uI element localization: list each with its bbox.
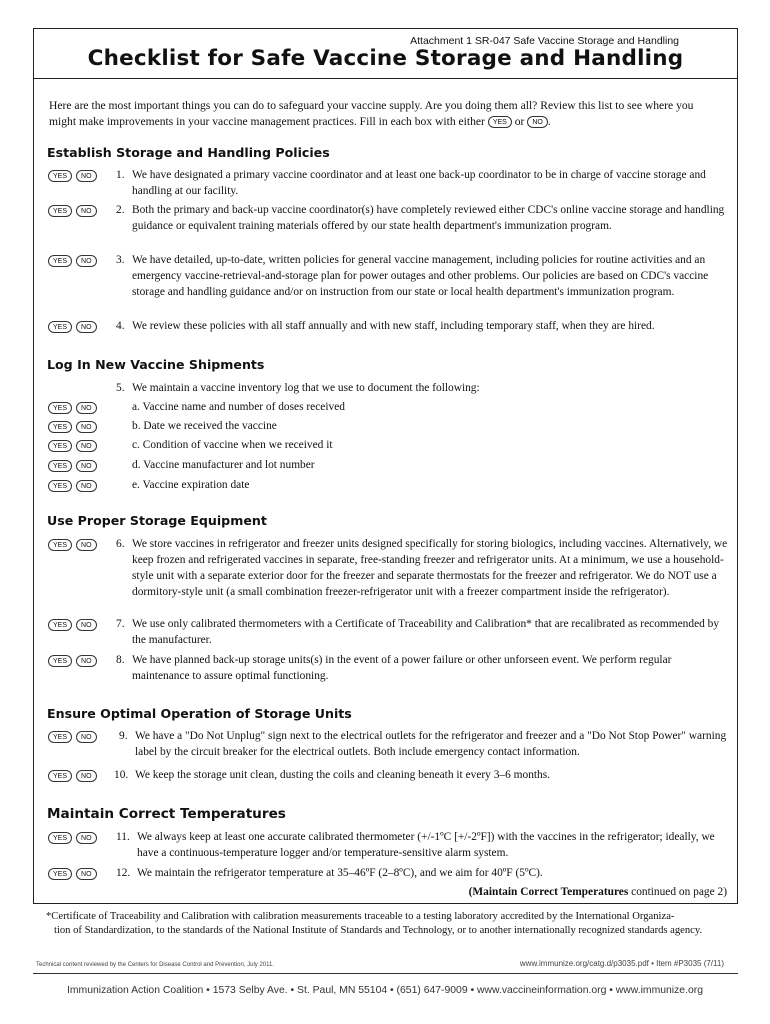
checklist-subitem-5b: [48, 418, 738, 434]
item-text: We have detailed, up-to-date, written policies for general vaccine management, including policies for routine activities and an emergency vaccine-retrieval-and-storage plan for power outages and other problems. Our policies are based on CDC's vaccine storage and handling guidance and/or on instruction from our state or local health department's immunization program.: [132, 254, 709, 298]
no-checkbox[interactable]: NO: [76, 402, 97, 414]
item-text: e. Vaccine expiration date: [132, 479, 250, 491]
no-checkbox[interactable]: NO: [76, 321, 97, 333]
item-text: a. Vaccine name and number of doses received: [132, 401, 345, 413]
footnote-line-2: tion of Standardization, to the standards of the National Institute of Standards and Technology, or to another internationally recognized standards agency.: [54, 925, 703, 936]
answer-boxes: [48, 653, 101, 669]
checklist-subitem-5e: [48, 477, 738, 493]
no-checkbox[interactable]: NO: [76, 731, 97, 743]
item-text: We maintain a vaccine inventory log that we use to document the following:: [132, 382, 480, 394]
yes-checkbox[interactable]: YES: [48, 460, 72, 472]
section-heading-shipments: Log In New Vaccine Shipments: [47, 357, 265, 372]
item-number: 11.: [116, 831, 130, 843]
checklist-item-8: [48, 652, 738, 684]
checklist-item-10: [48, 767, 738, 783]
footnote-line-1: *Certificate of Traceability and Calibration with calibration measurements traceable to a testing laboratory accredited by the International Organiza-: [46, 911, 675, 922]
yes-checkbox[interactable]: YES: [48, 655, 72, 667]
attachment-label: Attachment 1 SR-047 Safe Vaccine Storage and Handling: [410, 35, 679, 47]
checklist-item-9: [48, 728, 738, 760]
item-number: 5.: [116, 382, 125, 394]
no-checkbox[interactable]: NO: [76, 255, 97, 267]
no-checkbox[interactable]: NO: [76, 619, 97, 631]
item-text: d. Vaccine manufacturer and lot number: [132, 459, 315, 471]
item-text: Both the primary and back-up vaccine coordinator(s) have completely reviewed either CDC's online vaccine storage and handling guidance or equivalent training materials offered by our state health department's immunization program.: [132, 204, 725, 232]
checklist-item-3: [48, 252, 738, 316]
yes-checkbox[interactable]: YES: [48, 539, 72, 551]
checklist-item-11: [48, 829, 738, 861]
no-checkbox[interactable]: NO: [76, 770, 97, 782]
yes-checkbox[interactable]: YES: [48, 321, 72, 333]
no-checkbox[interactable]: NO: [76, 440, 97, 452]
no-checkbox[interactable]: NO: [76, 655, 97, 667]
checklist-frame: [33, 28, 738, 904]
yes-checkbox[interactable]: YES: [48, 205, 72, 217]
checklist-item-6: [48, 536, 738, 616]
answer-boxes: [48, 830, 101, 846]
answer-boxes: [48, 866, 101, 882]
yes-checkbox[interactable]: YES: [48, 255, 72, 267]
answer-boxes: [48, 168, 101, 184]
item-text: b. Date we received the vaccine: [132, 420, 277, 432]
section-heading-operation: Ensure Optimal Operation of Storage Units: [47, 706, 352, 721]
checklist-item-1: [48, 167, 738, 199]
yes-checkbox[interactable]: YES: [48, 832, 72, 844]
checklist-item-5: [48, 380, 738, 396]
yes-checkbox[interactable]: YES: [48, 440, 72, 452]
item-text: c. Condition of vaccine when we received it: [132, 439, 333, 451]
intro-text: Here are the most important things you can do to safeguard your vaccine supply. Are you doing them all? Review this list to see where you might make improvements in your vaccine management practices. Fill in each box with either: [49, 99, 694, 128]
checklist-subitem-5d: [48, 457, 738, 473]
item-text: We have designated a primary vaccine coordinator and at least one back-up coordinator to be in charge of vaccine storage and handling at our facility.: [132, 169, 706, 197]
item-text: We store vaccines in refrigerator and freezer units designed specifically for storing biologics, including vaccines. Alternatively, we keep frozen and refrigerated vaccines in separate, free-standing freezer and refrigerator units. At a minimum, we use a household-style unit with a separate exterior door for the freezer and separate thermostats for the freezer and refrigerator. We do NOT use a dormitory-style unit (a small combination freezer-refrigerator unit with a freezer compartment inside the refrigerator).: [132, 538, 728, 598]
item-text: We keep the storage unit clean, dusting the coils and cleaning beneath it every 3–6 months.: [135, 769, 551, 781]
yes-checkbox[interactable]: YES: [48, 619, 72, 631]
answer-boxes: [48, 478, 101, 494]
section-heading-policies: Establish Storage and Handling Policies: [47, 145, 330, 160]
technical-review-note: Technical content reviewed by the Centers for Disease Control and Prevention, July 2011.: [36, 962, 275, 968]
intro-paragraph: [49, 98, 719, 130]
intro-no-pill: NO: [527, 116, 548, 128]
answer-boxes: [48, 203, 101, 219]
yes-checkbox[interactable]: YES: [48, 868, 72, 880]
item-number: 7.: [116, 618, 125, 630]
footer-divider: [33, 973, 738, 974]
yes-checkbox[interactable]: YES: [48, 770, 72, 782]
answer-boxes: [48, 537, 101, 553]
item-text: We use only calibrated thermometers with a Certificate of Traceability and Calibration* that are recalibrated as recommended by the manufacturer.: [132, 618, 720, 646]
item-text: We have a "Do Not Unplug" sign next to the electrical outlets for the refrigerator and freezer and a "Do Not Stop Power" warning label by the circuit breaker for the electrical outlets. Both include emergency contact information.: [135, 730, 727, 758]
answer-boxes: [48, 729, 101, 745]
item-number: 2.: [116, 204, 125, 216]
yes-checkbox[interactable]: YES: [48, 402, 72, 414]
item-number: 8.: [116, 654, 125, 666]
item-text: We review these policies with all staff annually and with new staff, including temporary staff, when they are hired.: [132, 320, 655, 332]
item-number: 9.: [119, 730, 128, 742]
item-number: 12.: [116, 867, 131, 879]
answer-boxes: [48, 419, 101, 435]
answer-boxes: [48, 253, 101, 269]
item-number: 6.: [116, 538, 125, 550]
section-heading-temperatures: Maintain Correct Temperatures: [47, 806, 286, 822]
answer-boxes: [48, 768, 101, 784]
yes-checkbox[interactable]: YES: [48, 421, 72, 433]
no-checkbox[interactable]: NO: [76, 460, 97, 472]
yes-checkbox[interactable]: YES: [48, 731, 72, 743]
item-number: 4.: [116, 320, 125, 332]
footnote: [46, 910, 736, 938]
organization-address: Immunization Action Coalition • 1573 Selby Ave. • St. Paul, MN 55104 • (651) 647-9009 • www.vaccineinformation.org • www.immunize.org: [67, 985, 703, 996]
item-number: 3.: [116, 254, 125, 266]
intro-end: .: [547, 115, 551, 128]
title-divider: [34, 78, 737, 79]
yes-checkbox[interactable]: YES: [48, 480, 72, 492]
no-checkbox[interactable]: NO: [76, 480, 97, 492]
item-reference: www.immunize.org/catg.d/p3035.pdf • Item #P3035 (7/11): [519, 959, 724, 968]
item-number: 10.: [114, 769, 129, 781]
answer-boxes: [48, 438, 101, 454]
continued-note: [469, 886, 727, 898]
no-checkbox[interactable]: NO: [76, 205, 97, 217]
checklist-item-7: [48, 616, 738, 648]
intro-or: or: [514, 115, 525, 128]
item-text: We always keep at least one accurate calibrated thermometer (+/-1ºC [+/-2ºF]) with the vaccines in the refrigerator; ideally, we have a continuous-temperature logger and/or temperature-sensitive alarm system.: [137, 831, 715, 859]
answer-boxes: [48, 400, 101, 416]
checklist-subitem-5c: [48, 437, 738, 453]
item-text: We have planned back-up storage units(s) in the event of a power failure or other unforseen event. We perform regular maintenance to assure optimal functioning.: [132, 654, 672, 682]
answer-boxes: [48, 319, 101, 335]
intro-yes-pill: YES: [488, 116, 512, 128]
no-checkbox[interactable]: NO: [76, 170, 97, 182]
checklist-item-4: [48, 318, 738, 334]
answer-boxes: [48, 458, 101, 474]
checklist-item-12: [48, 865, 738, 881]
continued-section-name: (Maintain Correct Temperatures: [468, 886, 629, 898]
no-checkbox[interactable]: NO: [76, 421, 97, 433]
checklist-item-2: [48, 202, 738, 250]
item-text: We maintain the refrigerator temperature at 35–46ºF (2–8ºC), and we aim for 40ºF (5ºC).: [137, 867, 543, 879]
answer-boxes: [48, 617, 101, 633]
yes-checkbox[interactable]: YES: [48, 170, 72, 182]
page-title: Checklist for Safe Vaccine Storage and Handling: [87, 46, 684, 71]
section-heading-equipment: Use Proper Storage Equipment: [47, 513, 267, 528]
no-checkbox[interactable]: NO: [76, 868, 97, 880]
no-checkbox[interactable]: NO: [76, 832, 97, 844]
item-number: 1.: [116, 169, 125, 181]
continued-rest: continued on page 2): [628, 886, 727, 898]
no-checkbox[interactable]: NO: [76, 539, 97, 551]
checklist-subitem-5a: [48, 399, 738, 415]
